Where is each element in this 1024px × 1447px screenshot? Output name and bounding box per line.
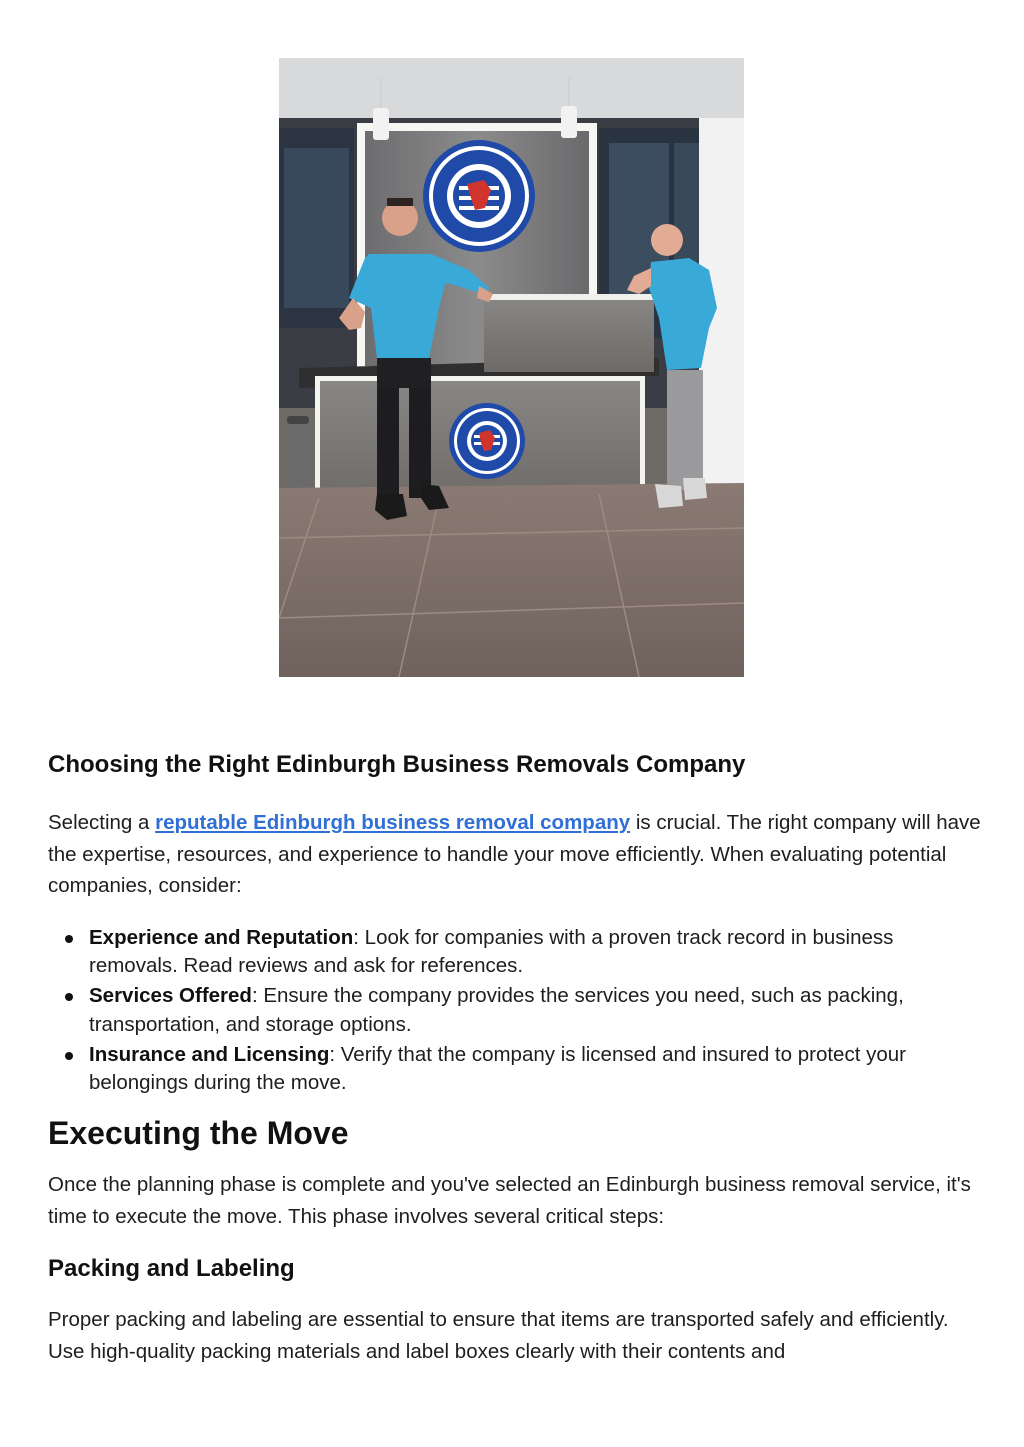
criteria-title: Insurance and Licensing [89,1042,330,1066]
criteria-text: : Verify that the company is licensed and insured to protect your belongings during the move. [89,1042,906,1094]
criteria-title: Services Offered [89,984,252,1007]
section-title-packing: Packing and Labeling [48,1255,295,1282]
team-photo [279,58,744,677]
criteria-list [48,924,983,1098]
list-item [89,1041,983,1098]
list-item [89,982,983,1039]
criteria-text: : Look for companies with a proven track record in business removals. Read reviews and ask for references. [89,925,894,977]
section-title-choosing: Choosing the Right Edinburgh Business Removals Company [48,751,746,778]
list-item [89,924,983,981]
removal-company-link[interactable]: reputable Edinburgh business removal company [155,811,631,834]
section-intro-choosing [48,807,983,902]
article-content [48,748,983,1367]
club-crest-wall [423,140,535,252]
intro-before-link: Selecting a [48,811,156,834]
criteria-text: : Ensure the company provides the services you need, such as packing, transportation, and storage options. [89,984,904,1036]
criteria-title: Experience and Reputation [89,925,354,949]
club-crest-desk [449,403,525,479]
section-intro-executing: Once the planning phase is complete and you've selected an Edinburgh business removal service, it's time to execute the move. This phase involves several critical steps: [48,1173,971,1228]
intro-after-link: is crucial. The right company will have the expertise, resources, and experience to handle your move efficiently. When evaluating potential companies, consider: [48,811,981,897]
section-title-executing: Executing the Move [48,1115,349,1151]
section-body-packing: Proper packing and labeling are essential to ensure that items are transported safely and efficiently. Use high-quality packing materials and label boxes clearly with their contents and [48,1308,949,1363]
